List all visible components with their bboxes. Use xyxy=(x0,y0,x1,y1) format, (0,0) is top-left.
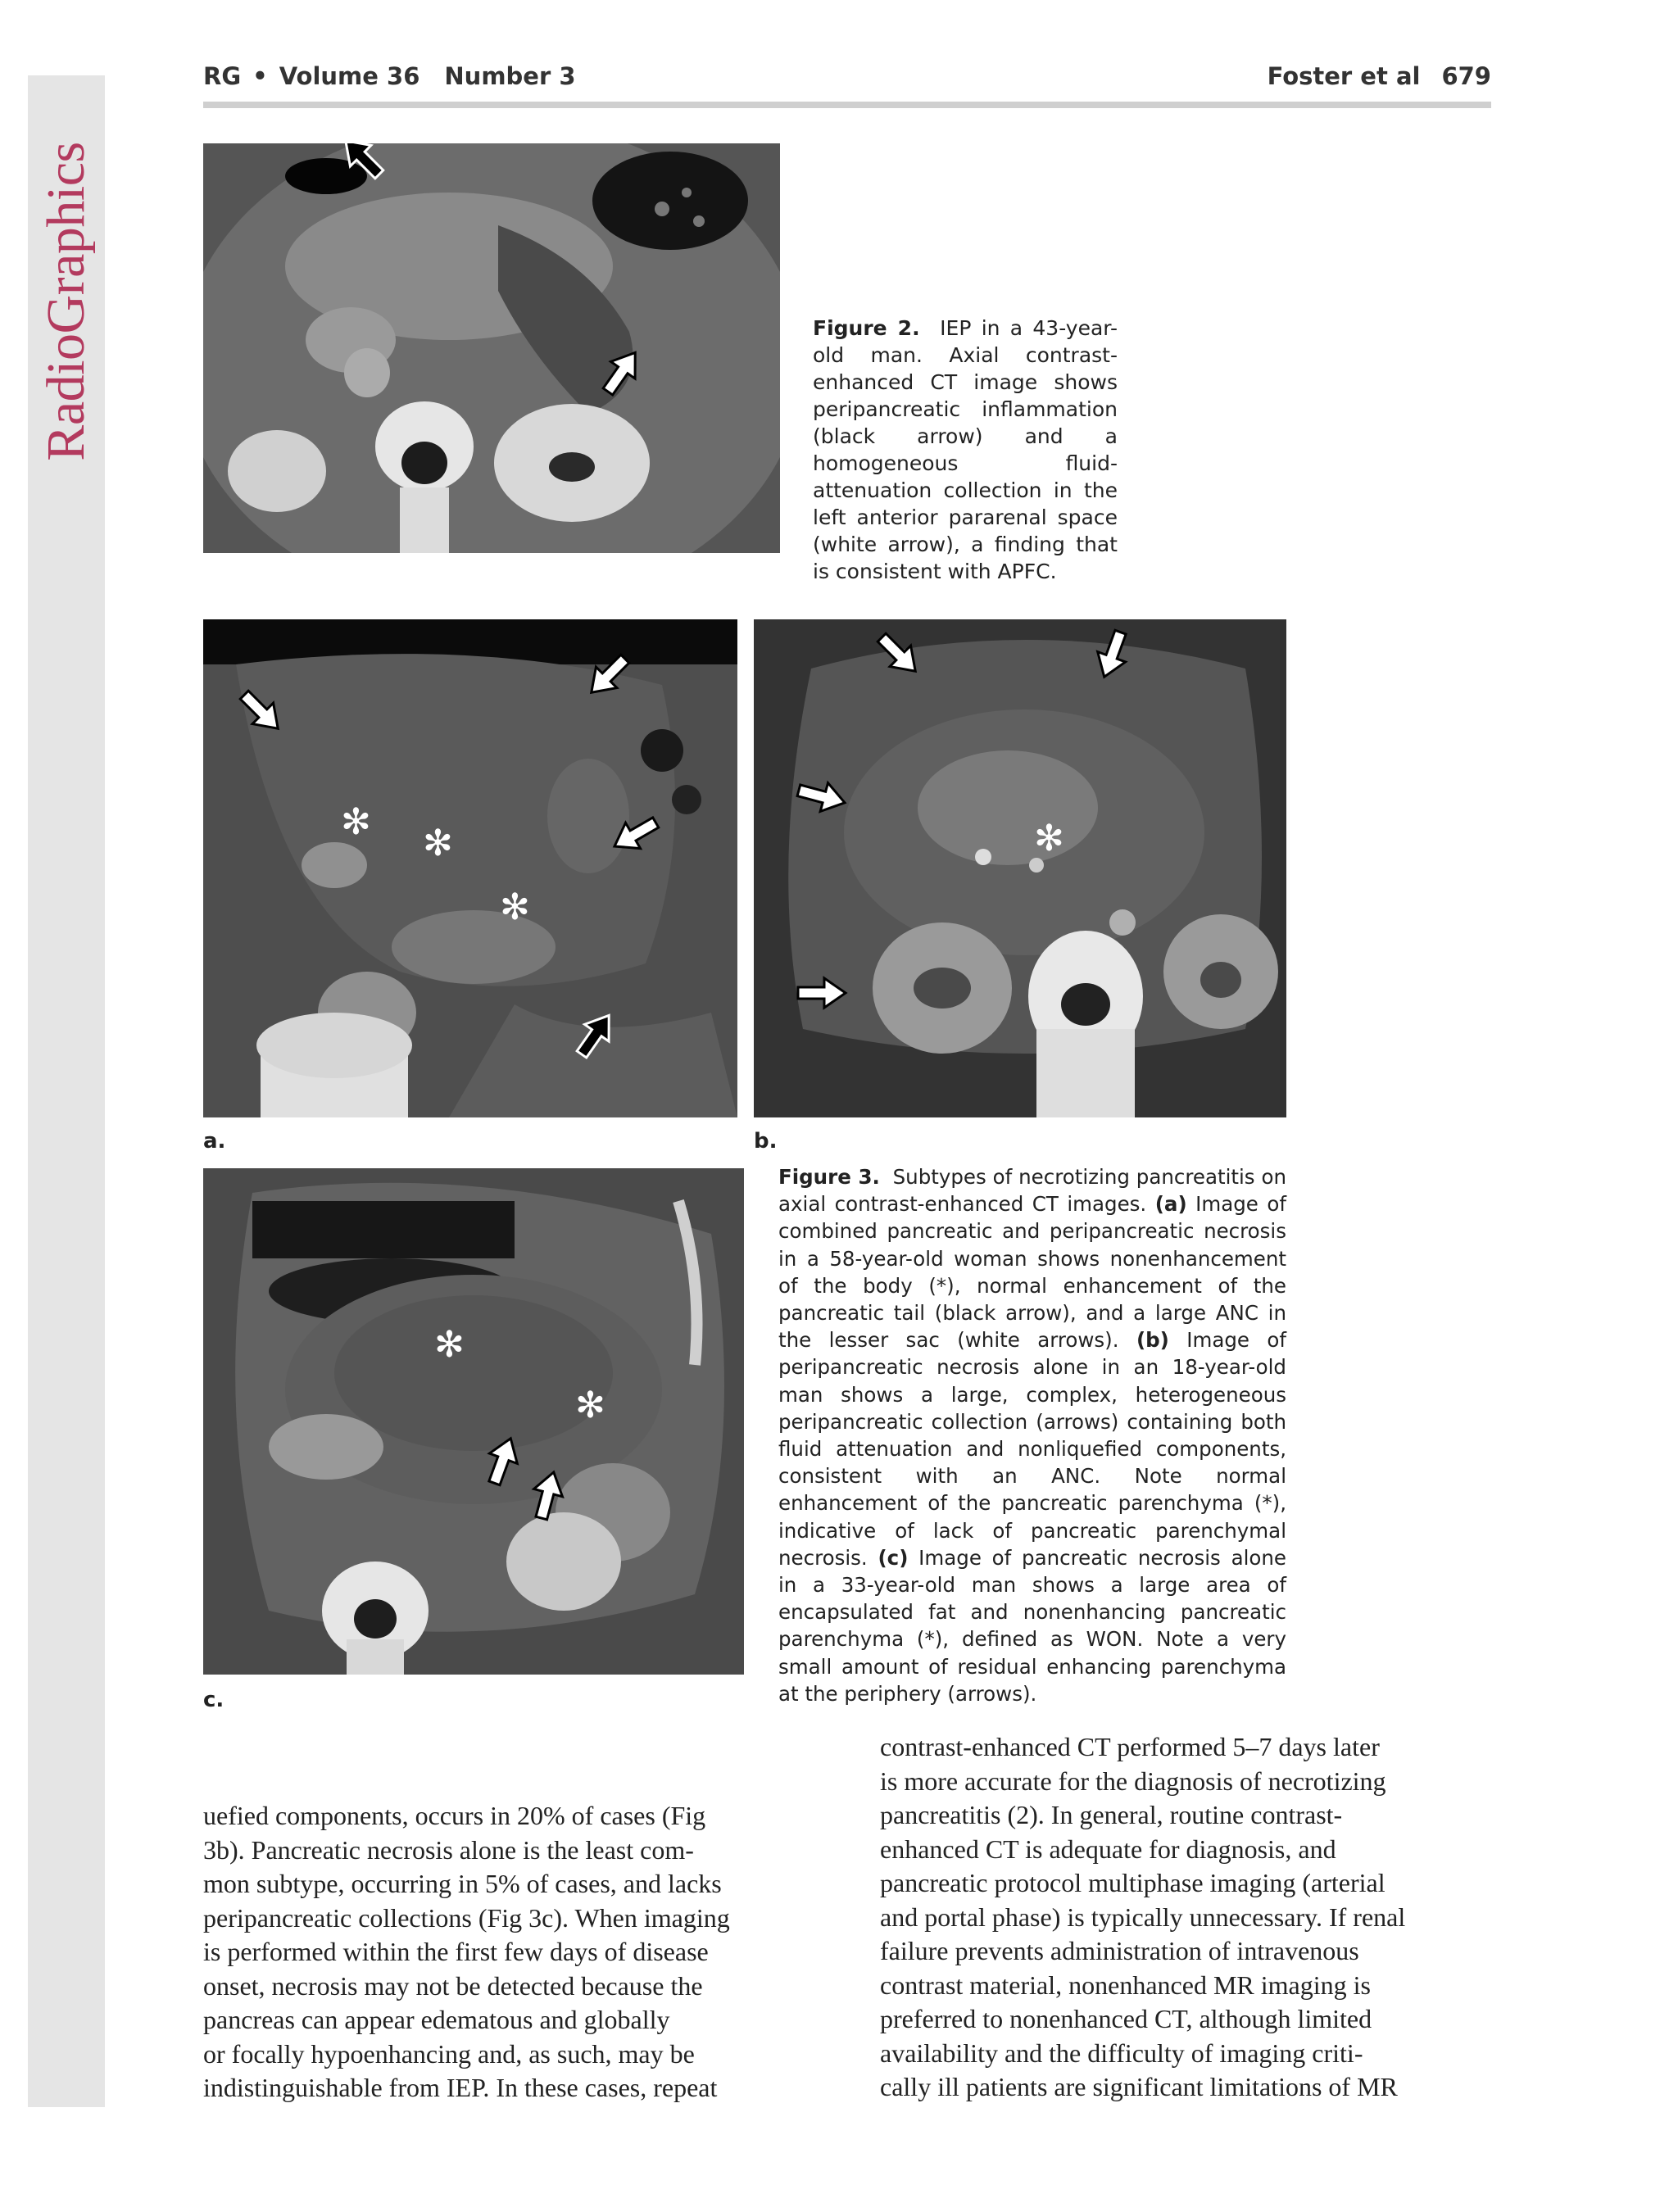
asterisk-2: ✻ xyxy=(423,823,453,864)
figure3-caption-part-1: (a) xyxy=(1154,1192,1187,1217)
white-arrow xyxy=(234,684,288,738)
asterisk-1: ✻ xyxy=(341,801,371,843)
white-arrow xyxy=(795,776,848,817)
running-head-right xyxy=(1268,62,1491,90)
page-number: 679 xyxy=(1441,62,1491,90)
figure3-caption-part-6: Image of pancreatic necrosis alone in a 33-year-old man shows a large area of encapsulated fat and nonenhancing pancreatic parenchyma (*), defined as WON. Note a very small amount of residual enhancing parenchyma at the periphery (arrows). xyxy=(778,1545,1286,1706)
journal-logo: RadioGraphics xyxy=(36,142,96,461)
asterisk-3: ✻ xyxy=(500,886,530,928)
body-line: enhanced CT is adequate for diagnosis, and xyxy=(880,1834,1336,1864)
body-line: is more accurate for the diagnosis of necrotizing xyxy=(880,1766,1386,1796)
body-line: indistinguishable from IEP. In these cases, repeat xyxy=(203,2073,718,2102)
white-arrow xyxy=(798,978,846,1008)
body-line: contrast-enhanced CT performed 5–7 days later xyxy=(880,1732,1380,1761)
figure3-caption-part-5: (c) xyxy=(878,1545,909,1570)
body-line: cally ill patients are significant limitations of MR xyxy=(880,2072,1398,2101)
running-head xyxy=(203,61,1491,97)
body-line: pancreatic protocol multiphase imaging (arterial xyxy=(880,1868,1385,1897)
body-line: failure prevents administration of intravenous xyxy=(880,1936,1359,1965)
body-line: 3b). Pancreatic necrosis alone is the least com- xyxy=(203,1834,694,1865)
running-head-journal: RG xyxy=(203,62,242,90)
body-column-right xyxy=(880,1730,1491,2105)
figure3-caption-part-2: Image of combined pancreatic and peripancreatic necrosis in a 58-year-old woman shows nonenhancement of the body (*), normal enhancement of the pancreatic tail (black arrow), and a large ANC in the lesser sac (white arrows). xyxy=(778,1192,1286,1353)
panel-label-a: a. xyxy=(203,1129,226,1154)
figure3-label: Figure 3. xyxy=(778,1165,880,1189)
body-line: or focally hypoenhancing and, as such, may be xyxy=(203,2038,695,2069)
figure2-caption xyxy=(813,315,1118,585)
white-arrow xyxy=(527,1468,568,1521)
white-arrow xyxy=(596,344,647,400)
black-arrow xyxy=(335,143,389,185)
body-line: contrast material, nonenhanced MR imaging is xyxy=(880,1969,1371,2000)
body-line: and portal phase) is typically unnecessary. If renal xyxy=(880,1902,1406,1932)
body-line: pancreas can appear edematous and globally xyxy=(203,2005,670,2034)
figure3b-ct-image xyxy=(754,619,1286,1117)
body-line: availability and the difficulty of imaging criti- xyxy=(880,2037,1363,2068)
running-head-volume: Volume 36 xyxy=(279,62,420,90)
figure2-label: Figure 2. xyxy=(813,316,920,340)
body-line: mon subtype, occurring in 5% of cases, and lacks xyxy=(203,1869,722,1898)
figure3-caption xyxy=(778,1163,1286,1707)
running-head-authors: Foster et al xyxy=(1267,62,1421,90)
running-head-left xyxy=(203,62,576,90)
body-line: pancreatitis (2). In general, routine contrast- xyxy=(880,1800,1343,1829)
panel-label-b: b. xyxy=(754,1129,778,1154)
white-arrow xyxy=(607,809,663,859)
white-arrow xyxy=(871,627,925,681)
figure3c-ct-image xyxy=(203,1168,744,1675)
asterisk-b: ✻ xyxy=(1034,818,1064,859)
body-line: preferred to nonenhanced CT, although limited xyxy=(880,2004,1372,2033)
figure3-caption-part-3: (b) xyxy=(1136,1328,1169,1353)
header-rule xyxy=(203,102,1491,108)
asterisk-c2: ✻ xyxy=(575,1385,605,1426)
white-arrow xyxy=(581,648,635,702)
body-column-left xyxy=(203,1799,810,2105)
body-line: uefied components, occurs in 20% of cases (Fig xyxy=(203,1801,706,1830)
body-line: onset, necrosis may not be detected because the xyxy=(203,1970,703,2001)
panel-label-c: c. xyxy=(203,1688,224,1712)
white-arrow xyxy=(1091,628,1135,682)
figure3a-ct-image xyxy=(203,619,737,1117)
asterisk-c1: ✻ xyxy=(434,1324,465,1366)
body-line: is performed within the first few days of disease xyxy=(203,1937,709,1966)
figure3-caption-part-0: Subtypes of necrotizing pancreatitis on axial contrast-enhanced CT images. xyxy=(778,1165,1286,1217)
running-head-number: Number 3 xyxy=(444,62,576,90)
bullet-separator: • xyxy=(252,62,268,90)
black-arrow xyxy=(569,1007,621,1063)
body-line: peripancreatic collections (Fig 3c). When imaging xyxy=(203,1902,730,1933)
figure2-ct-image xyxy=(203,143,780,553)
white-arrow xyxy=(481,1434,525,1489)
figure3-caption-part-4: Image of peripancreatic necrosis alone in an 18-year-old man shows a large, complex, heterogeneous peripancreatic collection (arrows) containing both fluid attenuation and nonliquefied components, consistent with an ANC. Note normal enhancement of the pancreatic parenchyma (*), indicative of lack of pancreatic parenchymal necrosis. xyxy=(778,1328,1287,1570)
figure2-caption-text: IEP in a 43-year-old man. Axial contrast-enhanced CT image shows peripancreatic inflammation (black arrow) and a homogeneous fluid-attenuation collection in the left anterior pararenal space (white arrow), a finding that is consistent with APFC. xyxy=(813,316,1118,583)
